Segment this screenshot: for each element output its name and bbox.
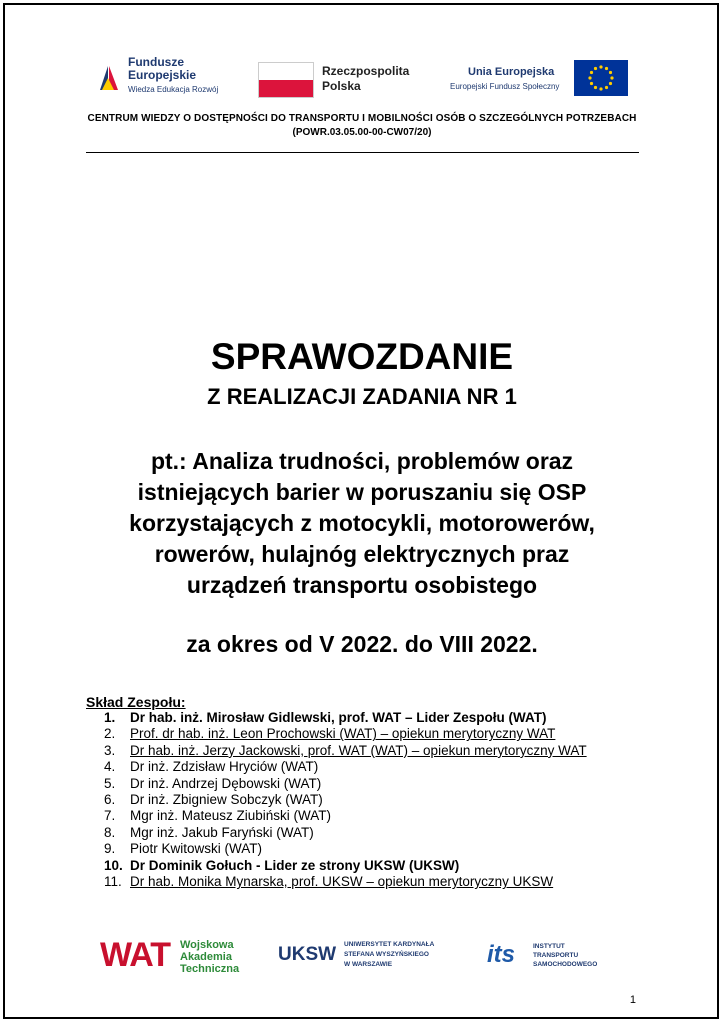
rp-line1: Rzeczpospolita bbox=[322, 64, 410, 78]
its-line3: SAMOCHODOWEGO bbox=[533, 961, 598, 968]
team-member: 6. Dr inż. Zbigniew Sobczyk (WAT) bbox=[104, 792, 323, 808]
team-member: 11. Dr hab. Monika Mynarska, prof. UKSW – opiekun merytoryczny UKSW bbox=[104, 874, 554, 890]
team-member: 7. Mgr inż. Mateusz Ziubiński (WAT) bbox=[104, 808, 332, 824]
wat-line2: Akademia bbox=[180, 951, 232, 963]
fe-line2: Europejskie bbox=[128, 68, 197, 82]
team-member: 9. Piotr Kwitowski (WAT) bbox=[104, 841, 263, 857]
team-member: 5. Dr inż. Andrzej Dębowski (WAT) bbox=[104, 775, 322, 791]
uksw-logo-mark: UKSW bbox=[278, 944, 337, 965]
project-code: (POWR.03.05.00-00-CW07/20) bbox=[292, 127, 432, 138]
its-logo bbox=[487, 941, 627, 973]
team-member: 2. Prof. dr hab. inż. Leon Prochowski (WAT) – opiekun merytoryczny WAT bbox=[104, 726, 556, 742]
team-member: 8. Mgr inż. Jakub Faryński (WAT) bbox=[104, 824, 314, 840]
ue-line2: Europejski Fundusz Społeczny bbox=[450, 82, 560, 91]
uksw-line3: W WARSZAWIE bbox=[344, 961, 393, 968]
topic-line: korzystających z motocykli, motorowerów, bbox=[129, 510, 595, 536]
eu-flag-icon bbox=[574, 60, 628, 96]
page-number: 1 bbox=[629, 994, 636, 1006]
uksw-logo bbox=[278, 941, 448, 973]
ue-line1: Unia Europejska bbox=[468, 66, 555, 78]
topic-line: rowerów, hulajnóg elektrycznych praz bbox=[154, 541, 570, 567]
team-member: 4. Dr inż. Zdzisław Hryciów (WAT) bbox=[104, 759, 319, 775]
team-member: 3. Dr hab. inż. Jerzy Jackowski, prof. WAT (WAT) – opiekun merytoryczny WAT bbox=[104, 742, 587, 758]
uksw-line1: UNIWERSYTET KARDYNAŁA bbox=[344, 941, 435, 948]
wat-logo bbox=[100, 937, 240, 977]
fundusze-europejskie-logo bbox=[96, 54, 236, 100]
team-list bbox=[104, 710, 664, 890]
wat-logo-mark: WAT bbox=[100, 936, 171, 974]
rp-line2: Polska bbox=[322, 79, 361, 93]
fe-line3: Wiedza Edukacja Rozwój bbox=[128, 85, 219, 94]
wat-line3: Techniczna bbox=[180, 963, 240, 975]
its-logo-mark: its bbox=[487, 941, 516, 968]
header-divider bbox=[86, 152, 639, 153]
fe-line1: Fundusze bbox=[128, 55, 184, 69]
team-member: 10. Dr Dominik Gołuch - Lider ze strony UKSW (UKSW) bbox=[104, 857, 460, 873]
center-title: CENTRUM WIEDZY O DOSTĘPNOŚCI DO TRANSPORTU I MOBILNOŚCI OSÓB O SZCZEGÓLNYCH POTRZEBACH bbox=[87, 113, 637, 124]
topic-line: istniejących barier w poruszaniu się OSP bbox=[137, 479, 587, 505]
its-line2: TRANSPORTU bbox=[533, 952, 579, 959]
team-heading: Skład Zespołu: bbox=[86, 694, 186, 710]
its-line1: INSTYTUT bbox=[533, 943, 565, 950]
report-period: za okres od V 2022. do VIII 2022. bbox=[186, 631, 538, 657]
rzeczpospolita-polska-logo bbox=[258, 58, 428, 102]
document-title: SPRAWOZDANIE bbox=[210, 336, 514, 377]
wat-line1: Wojskowa bbox=[180, 939, 234, 951]
polish-flag-icon bbox=[258, 62, 314, 98]
uksw-line2: STEFANA WYSZYŃSKIEGO bbox=[344, 951, 429, 958]
team-member: 1. Dr hab. inż. Mirosław Gidlewski, prof. WAT – Lider Zespołu (WAT) bbox=[104, 710, 547, 725]
document-subtitle: Z REALIZACJI ZADANIA NR 1 bbox=[207, 384, 517, 409]
document-topic bbox=[72, 446, 652, 601]
topic-line: urządzeń transportu osobistego bbox=[186, 572, 538, 598]
topic-line: pt.: Analiza trudności, problemów oraz bbox=[150, 448, 574, 474]
unia-europejska-logo bbox=[446, 58, 630, 102]
fe-star-icon bbox=[96, 56, 122, 94]
